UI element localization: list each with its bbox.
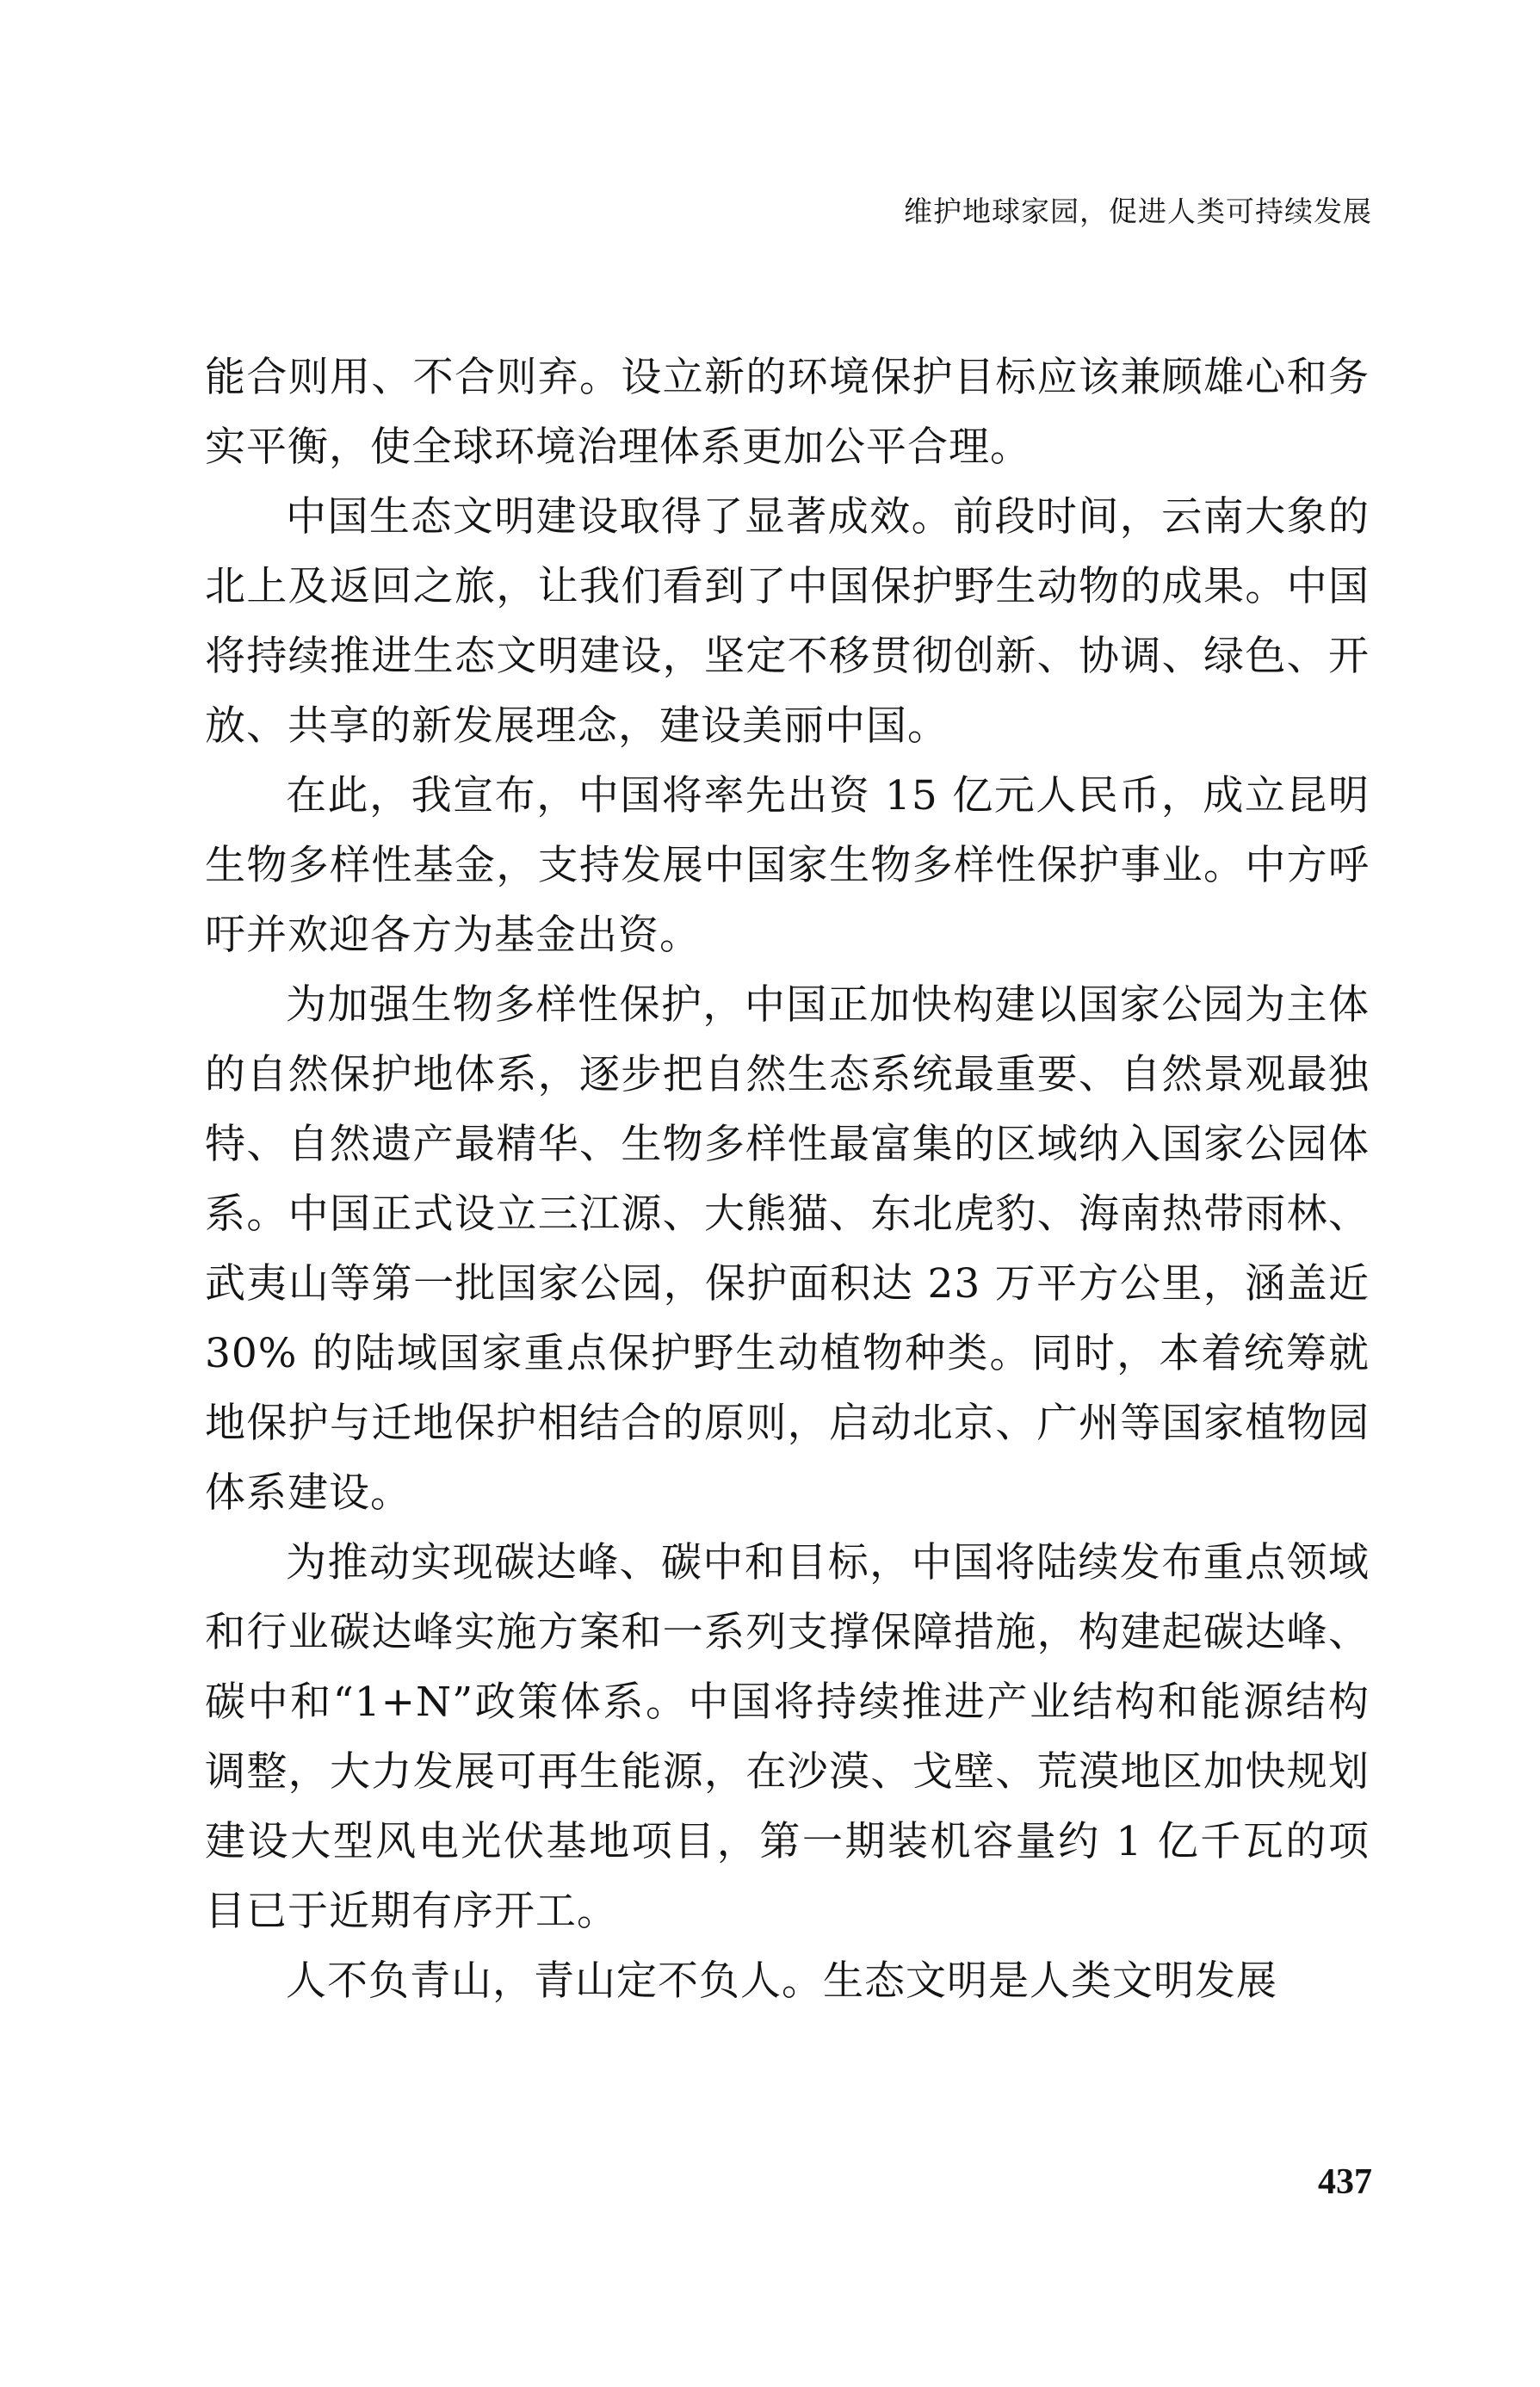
- paragraph-closing: 人不负青山，青山定不负人。生态文明是人类文明发展: [286, 1957, 1277, 2005]
- paragraph-ecological-civilization: 中国生态文明建设取得了显著成效。前段时间，云南大象的北上及返回之旅，让我们看到了中国保护野生动物的成果。中国将持续推进生态文明建设，坚定不移贯彻创新、协调、绿色、开放、共享的新发展理念，建设美丽中国。: [205, 493, 1370, 750]
- page-number: 437: [1318, 2162, 1372, 2202]
- paragraph-carbon-peak: 为推动实现碳达峰、碳中和目标，中国将陆续发布重点领域和行业碳达峰实施方案和一系列支撑保障措施，构建起碳达峰、碳中和“1+N”政策体系。中国将持续推进产业结构和能源结构调整，大力发展可再生能源，在沙漠、戈壁、荒漠地区加快规划建设大型风电光伏基地项目，第一期装机容量约 1 亿千瓦的项目已于近期有序开工。: [205, 1539, 1370, 1935]
- paragraph-national-parks: 为加强生物多样性保护，中国正加快构建以国家公园为主体的自然保护地体系，逐步把自然生态系统最重要、自然景观最独特、自然遗产最精华、生物多样性最富集的区域纳入国家公园体系。中国正式设立三江源、大熊猫、东北虎豹、海南热带雨林、武夷山等第一批国家公园，保护面积达 23 万平方公里，涵盖近 30% 的陆域国家重点保护野生动植物种类。同时，本着统筹就地保护与迁地保护相结合的原则，启动北京、广州等国家植物园体系建设。: [205, 981, 1370, 1517]
- running-header: 维护地球家园，促进人类可持续发展: [904, 195, 1372, 228]
- paragraph-continued: 能合则用、不合则弃。设立新的环境保护目标应该兼顾雄心和务实平衡，使全球环境治理体系更加公平合理。: [205, 354, 1370, 471]
- paragraph-kunming-fund: 在此，我宣布，中国将率先出资 15 亿元人民币，成立昆明生物多样性基金，支持发展中国家生物多样性保护事业。中方呼吁并欢迎各方为基金出资。: [205, 772, 1370, 959]
- body-text: [205, 343, 1370, 2016]
